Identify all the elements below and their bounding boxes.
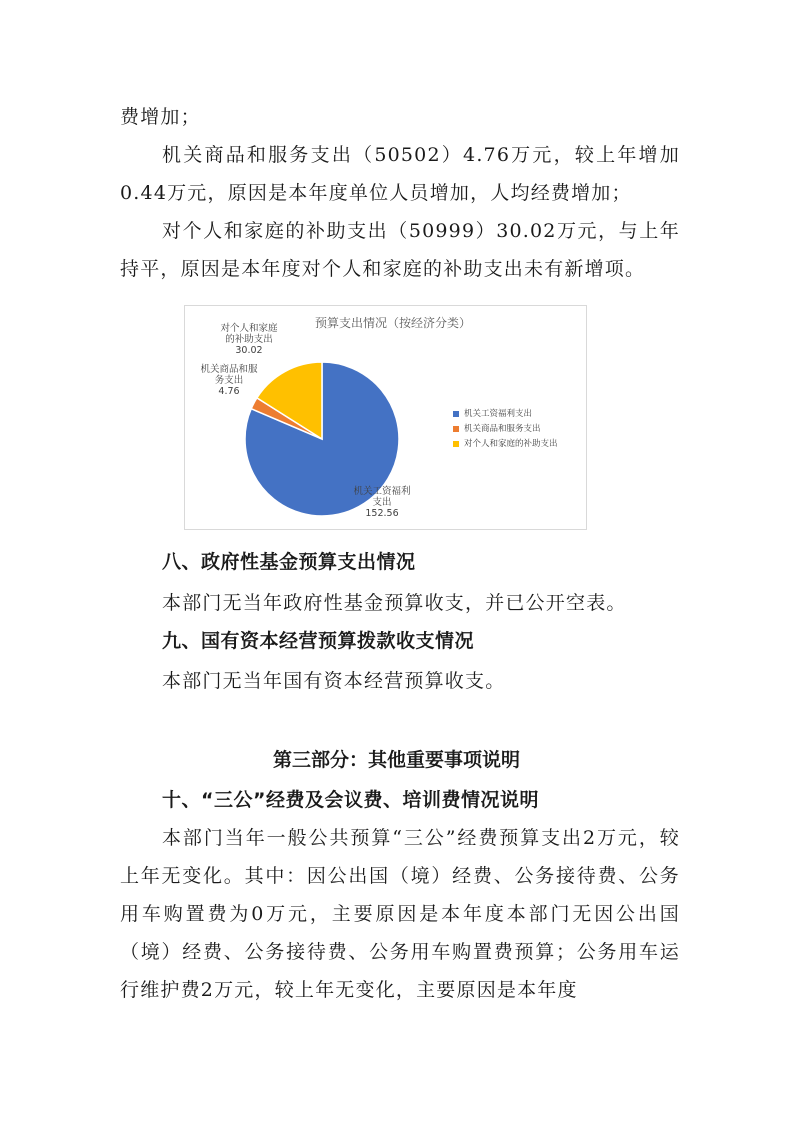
data-label-line: 支出 bbox=[372, 497, 392, 508]
section-9-heading: 九、国有资本经营预算拨款收支情况 bbox=[162, 630, 475, 652]
paragraph-continuation: 费增加； bbox=[120, 106, 201, 128]
legend-label: 机关商品和服务支出 bbox=[464, 424, 541, 434]
legend-swatch bbox=[453, 441, 459, 447]
legend-swatch bbox=[453, 411, 459, 417]
data-label-line: 机关工资福利 bbox=[353, 486, 411, 497]
data-label-line: 152.56 bbox=[365, 508, 399, 519]
chart-legend bbox=[453, 407, 558, 452]
data-label-subsidy bbox=[220, 322, 278, 356]
data-label-goods bbox=[200, 363, 258, 397]
data-label-line: 对个人和家庭 bbox=[220, 323, 278, 334]
legend-label: 机关工资福利支出 bbox=[464, 409, 533, 419]
data-label-line: 30.02 bbox=[235, 345, 263, 356]
data-label-line: 务支出 bbox=[214, 375, 244, 386]
section-10-heading: 十、“三公”经费及会议费、培训费情况说明 bbox=[162, 789, 539, 811]
legend-label: 对个人和家庭的补助支出 bbox=[464, 439, 558, 449]
paragraph-goods-services: 机关商品和服务支出（50502）4.76万元，较上年增加0.44万元，原因是本年度单位人员增加，人均经费增加； bbox=[120, 144, 680, 204]
section-10-text: 本部门当年一般公共预算“三公”经费预算支出2万元，较上年无变化。其中：因公出国（境）经费、公务接待费、公务用车购置费为0万元，主要原因是本年度本部门无因公出国（境）经费、公务接待费、公务用车购置费预算；公务用车运行维护费2万元，较上年无变化，主要原因是本年度 bbox=[120, 827, 680, 1001]
legend-swatch bbox=[453, 426, 459, 432]
data-label-line: 机关商品和服 bbox=[200, 364, 258, 375]
legend-item-subsidy bbox=[453, 437, 558, 452]
chart-title: 预算支出情况（按经济分类） bbox=[314, 316, 472, 330]
section-9-text: 本部门无当年国有资本经营预算收支。 bbox=[162, 670, 506, 692]
paragraph-household-subsidy: 对个人和家庭的补助支出（50999）30.02万元，与上年持平，原因是本年度对个人和家庭的补助支出未有新增项。 bbox=[120, 220, 680, 280]
data-label-line: 4.76 bbox=[218, 386, 240, 397]
budget-pie-chart bbox=[184, 305, 587, 530]
legend-item-salary bbox=[453, 407, 558, 422]
data-label-line: 的补助支出 bbox=[225, 334, 273, 345]
section-8-text: 本部门无当年政府性基金预算收支，并已公开空表。 bbox=[162, 592, 627, 614]
part-3-title: 第三部分：其他重要事项说明 bbox=[272, 749, 520, 771]
section-8-heading: 八、政府性基金预算支出情况 bbox=[162, 551, 416, 573]
legend-item-goods bbox=[453, 422, 558, 437]
